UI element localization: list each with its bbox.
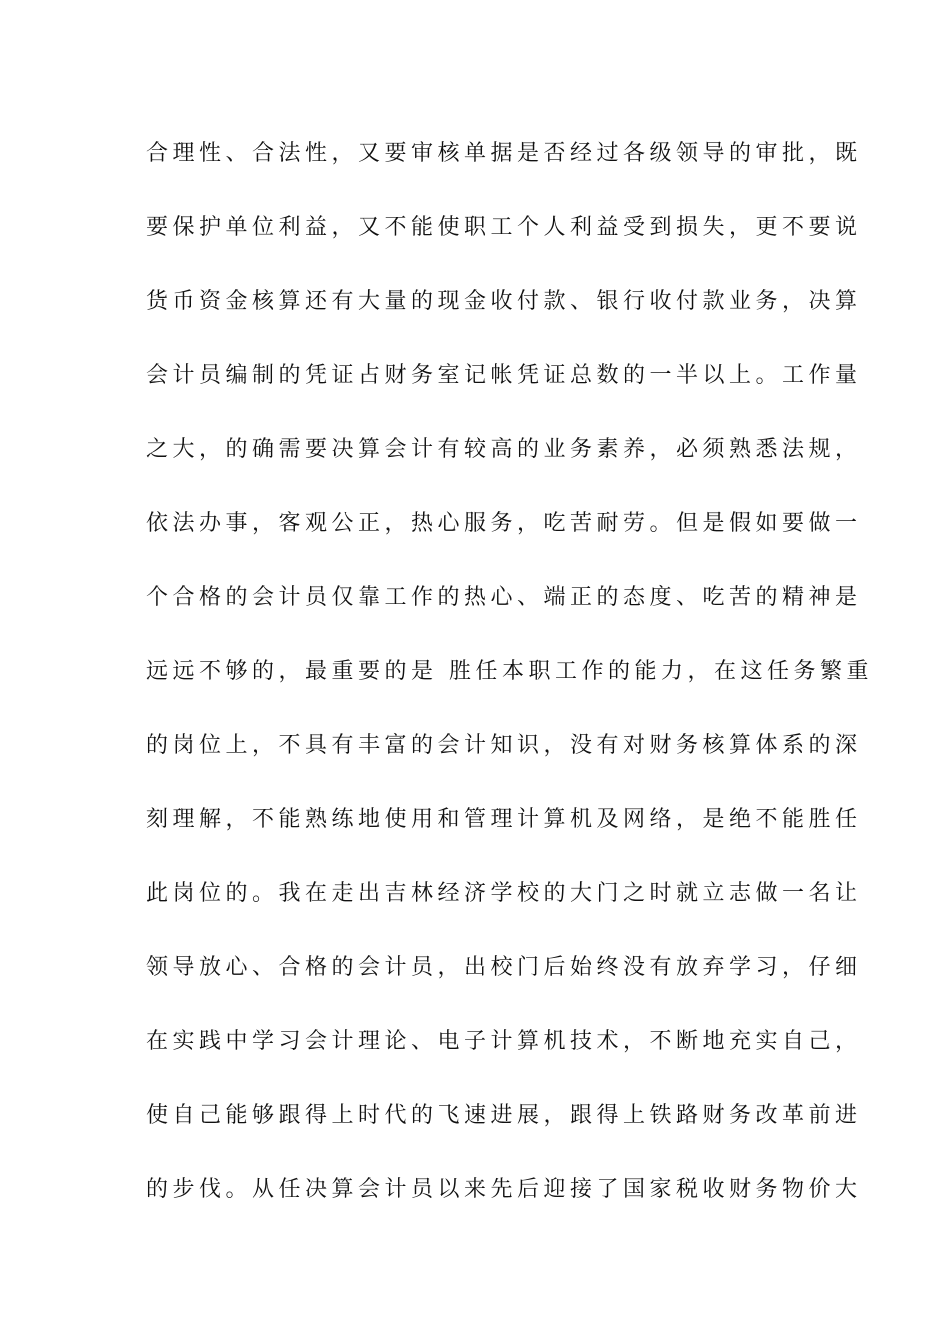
text-line: 的岗位上，不具有丰富的会计知识，没有对财务核算体系的深 (146, 733, 862, 758)
text-line: 领导放心、合格的会计员，出校门后始终没有放弃学习，仔细 (146, 955, 862, 980)
text-line: 要保护单位利益，又不能使职工个人利益受到损失，更不要说 (146, 215, 862, 240)
body-text (146, 132, 873, 1242)
text-line: 在实践中学习会计理论、电子计算机技术，不断地充实自己， (146, 1029, 862, 1054)
text-line: 远远不够的，最重要的是 胜任本职工作的能力，在这任务繁重 (146, 659, 873, 684)
text-line: 货币资金核算还有大量的现金收付款、银行收付款业务，决算 (146, 289, 862, 314)
text-line: 会计员编制的凭证占财务室记帐凭证总数的一半以上。工作量 (146, 363, 862, 388)
text-line: 依法办事，客观公正，热心服务，吃苦耐劳。但是假如要做一 (146, 511, 862, 536)
text-line: 之大，的确需要决算会计有较高的业务素养，必须熟悉法规， (146, 437, 862, 462)
text-line: 使自己能够跟得上时代的飞速进展，跟得上铁路财务改革前进 (146, 1103, 862, 1128)
text-line: 合理性、合法性，又要审核单据是否经过各级领导的审批，既 (146, 141, 862, 166)
text-line: 的步伐。从任决算会计员以来先后迎接了国家税收财务物价大 (146, 1177, 862, 1202)
text-line: 刻理解，不能熟练地使用和管理计算机及网络，是绝不能胜任 (146, 807, 862, 832)
text-line: 个合格的会计员仅靠工作的热心、端正的态度、吃苦的精神是 (146, 585, 862, 610)
text-line: 此岗位的。我在走出吉林经济学校的大门之时就立志做一名让 (146, 881, 862, 906)
